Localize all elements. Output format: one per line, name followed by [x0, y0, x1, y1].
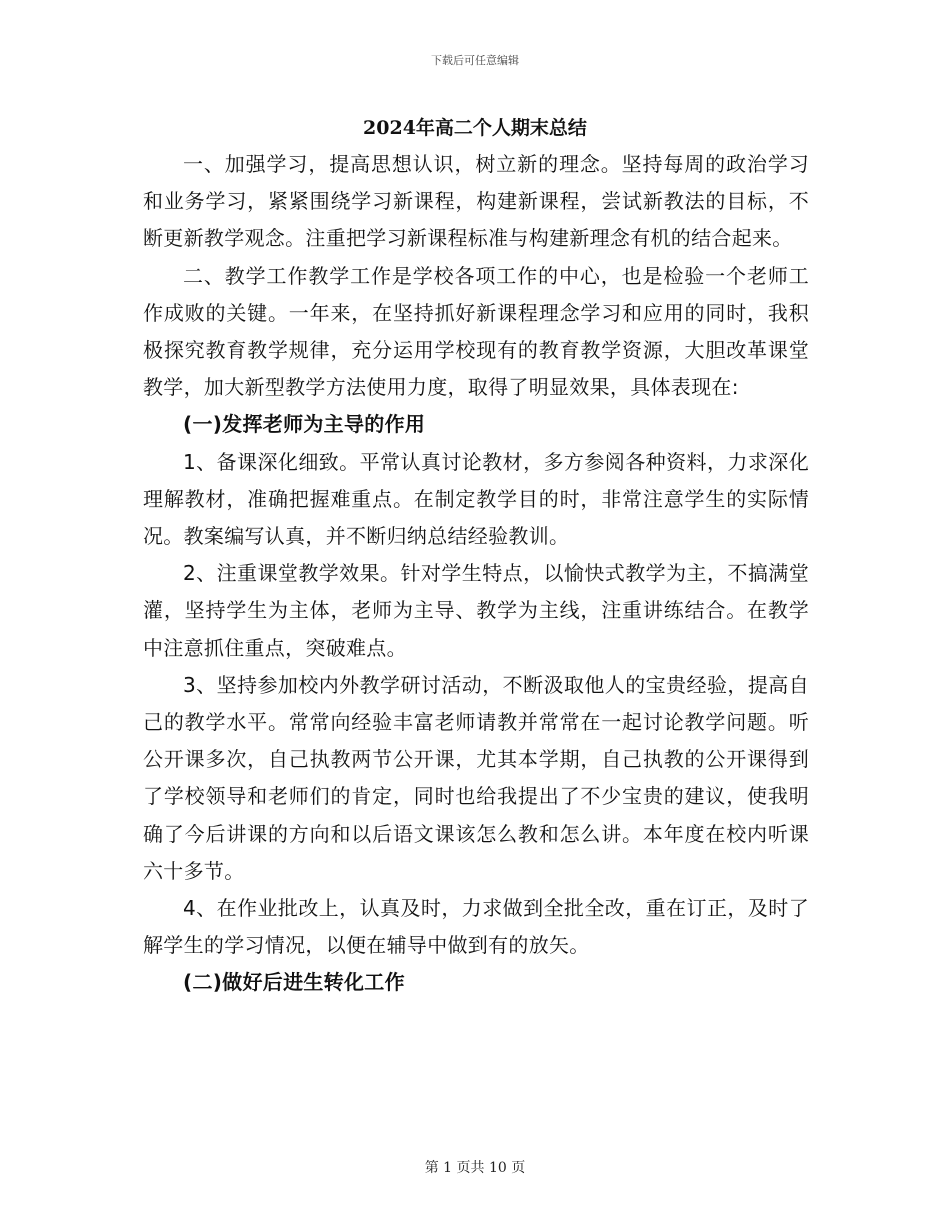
paragraph: 3、坚持参加校内外教学研讨活动，不断汲取他人的宝贵经验，提高自己的教学水平。常常向经验丰富老师请教并常常在一起讨论教学问题。听公开课多次，自己执教两节公开课，尤其本学期，自己执教的公开课得到了学校领导和老师们的肯定，同时也给我提出了不少宝贵的建议，使我明确了今后讲课的方向和以后语文课该怎么教和怎么讲。本年度在校内听课六十多节。	[143, 672, 809, 883]
paragraph: 2、注重课堂教学效果。针对学生特点，以愉快式教学为主，不搞满堂灌，坚持学生为主体，老师为主导、教学为主线，注重讲练结合。在教学中注意抓住重点，突破难点。	[143, 561, 809, 660]
page-title: 2024年高二个人期末总结	[363, 117, 587, 139]
paragraph: 一、加强学习，提高思想认识，树立新的理念。坚持每周的政治学习和业务学习，紧紧围绕学习新课程，构建新课程，尝试新教法的目标，不断更新教学观念。注重把学习新课程标准与构建新理念有机的结合起来。	[143, 152, 809, 251]
paragraph: 1、备课深化细致。平常认真讨论教材，多方参阅各种资料，力求深化理解教材，准确把握难重点。在制定教学目的时，非常注意学生的实际情况。教案编写认真，并不断归纳总结经验教训。	[143, 449, 809, 549]
section-heading: (一)发挥老师为主导的作用	[183, 412, 426, 437]
header-note: 下载后可任意编辑	[431, 54, 519, 67]
page-number-footer: 第 1 页共 10 页	[424, 1160, 526, 1176]
paragraph: 二、教学工作教学工作是学校各项工作的中心，也是检验一个老师工作成败的关键。一年来，在坚持抓好新课程理念学习和应用的同时，我积极探究教育教学规律，充分运用学校现有的教育教学资源，大胆改革课堂教学，加大新型教学方法使用力度，取得了明显效果，具体表现在:	[143, 263, 809, 400]
document-body	[143, 146, 809, 1002]
paragraph: 4、在作业批改上，认真及时，力求做到全批全改，重在订正，及时了解学生的学习情况，以便在辅导中做到有的放矢。	[143, 896, 809, 958]
section-heading: (二)做好后进生转化工作	[183, 970, 405, 995]
